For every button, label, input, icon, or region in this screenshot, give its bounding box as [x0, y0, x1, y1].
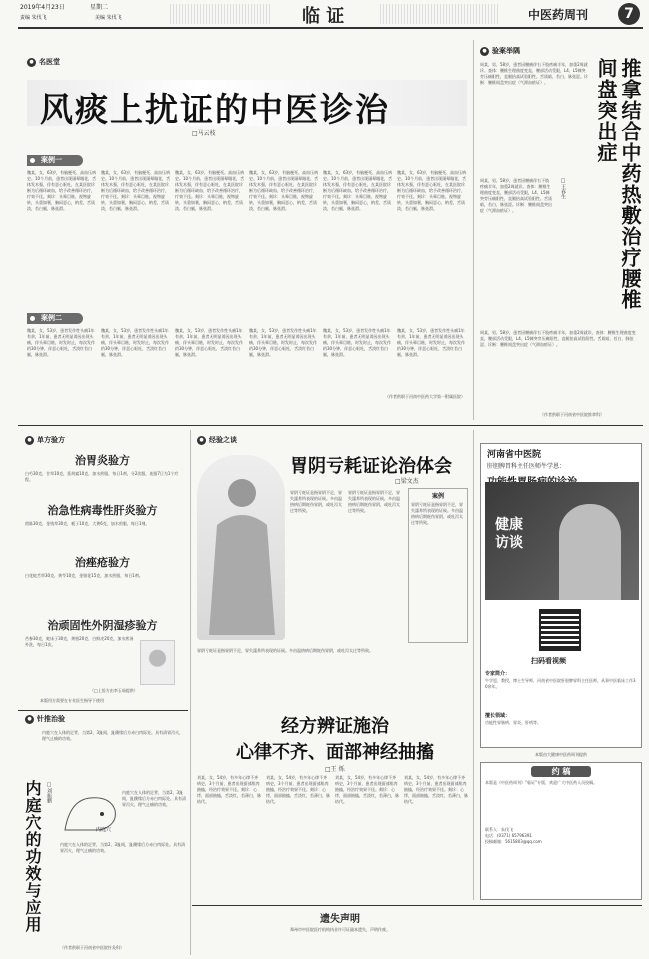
jingyan-text-bottom: 胃阴亏耗证是指胃阴不足，胃失濡养所表现的证候。多由温热病后期耗伤胃阴，或吐泻太过等所致。 [197, 648, 373, 653]
jingyan-case-box [408, 488, 468, 643]
header-rule [18, 27, 643, 29]
case2-bar: 案例二 [27, 313, 83, 324]
bianzheng-text-col2: 刘某，女，54岁，有多年心律不齐病史，3个月前，患者出现面部肌肉抽搐，经治疗效果不佳。刻诊：心悸，面部抽搐，舌淡红，苔薄白，脉结代。 [266, 775, 330, 804]
bianzheng-author: □王 烁 [325, 766, 345, 773]
paper-name: 中医药周刊 [528, 8, 589, 22]
danfang-item-title: 治痤疮验方 [75, 556, 130, 569]
right-article-text-bottom: 周某，男，58岁，患者因腰痛伴右下肢疼痛半年，加重2周就诊。查体：腰椎生理曲度变直，腰部活动受限，L4、L5棘突旁压痛阳性，直腿抬高试验阳性。舌质暗，苔白，脉弦涩。诊断：腰椎间盘突出症（气滞血瘀证）。 [480, 330, 636, 347]
column-label: 验案举隅 [492, 47, 520, 55]
notice-text: 郑州市中医院医疗机构执业许可证副本遗失，声明作废。 [290, 927, 390, 932]
danfang-item-title: 治胃炎验方 [75, 454, 130, 467]
case2-text-col2: 魏某，女，53岁，患者发作性头痛1年有余，1年前，患者无明显诱因出现头痛，伴头晕目眩，时发时止，每次发作约30分钟，伴恶心呕吐，舌淡红苔白腻，脉弦滑。 [101, 328, 169, 357]
column-label: 经验之谈 [209, 436, 237, 444]
case1-text-col5: 魏某，女，63岁，有脑梗死、高血压病史。10个月前，患者出现頭晕眼花，舌体发木强，伴有恶心呕吐，在某医院诊断为后循环缺血，给予改善循环治疗，疗效不佳。刻诊：头晕目眩，视物旋转，头重如裹，胸闷恶心，纳差，舌质淡，苔白腻，脉弦滑。 [323, 170, 393, 211]
skill-text: 功能性胃肠病、胃炎、肝病等。 [485, 720, 541, 725]
header-weekday: 星期二 [90, 4, 109, 11]
yuegao-title: 约 稿 [531, 766, 591, 777]
yuegao-box [480, 762, 642, 900]
danfang-item-text: 苦参30克，蛇床子30克，黄柏20克，白鲜皮20克，加水煎汤外洗，每日1次。 [25, 636, 134, 647]
bianzheng-title-1: 经方辨证施治 [281, 716, 389, 737]
column-label: 单方验方 [37, 436, 65, 444]
notice-rule [192, 905, 642, 906]
ad-badge: 健康访谈 [495, 517, 523, 551]
danfang-note: 本版用方需要在专业医生指导下使用 [40, 698, 104, 703]
column-icon: ● [25, 715, 34, 724]
danfang-item-text: 白花蛇舌草30克，黄芩10克，金银花15克，加水煎服，每日1剂。 [25, 573, 143, 578]
danfang-item-text: 茵陈30克，金钱草30克，栀子10克，大黄6克，加水煎服，每日1剂。 [25, 521, 150, 526]
main-article-title: 风痰上扰证的中医诊治 [40, 90, 390, 129]
danfang-item-title: 治急性病毒性肝炎验方 [47, 504, 158, 517]
ad-box [480, 443, 642, 748]
zhenjiu-title: 内庭穴的功效与应用 [23, 780, 42, 933]
zhenjiu-text-bottom: 内庭穴在人体的足背，当第2、3趾间，趾蹼缘后方赤白肉际处。具有清胃泻火，理气止痛的功效。 [60, 842, 186, 853]
danfang-item-3 [25, 554, 180, 599]
jingyan-author: □梁文杰 [395, 478, 419, 485]
qr-code[interactable] [539, 609, 581, 651]
bianzheng-text-col3: 刘某，女，54岁，有多年心律不齐病史，3个月前，患者出现面部肌肉抽搐，经治疗效果不佳。刻诊：心悸，面部抽搐，舌淡红，苔薄白，脉结代。 [335, 775, 399, 804]
case1-text-col2: 魏某，女，63岁，有脑梗死、高血压病史。10个月前，患者出现頭晕眼花，舌体发木强，伴有恶心呕吐，在某医院诊断为后循环缺血，给予改善循环治疗，疗效不佳。刻诊：头晕目眩，视物旋转，头重如裹，胸闷恶心，纳差，舌质淡，苔白腻，脉弦滑。 [101, 170, 171, 211]
divider-center-right [473, 430, 474, 900]
danfang-footer: （□上验方由李玉茹提供） [90, 688, 138, 693]
zhenjiu-text-top: 内庭穴在人体的足背，当第2、3趾间，趾蹼缘后方赤白肉际处。具有清胃泻火，理气止痛的功效。 [42, 730, 184, 741]
header-decoration [170, 4, 270, 24]
jingyan-text-col2: 胃阴亏耗证是指胃阴不足，胃失濡养所表现的证候。多由温热病后期耗伤胃阴，或吐泻太过等所致。 [348, 490, 400, 513]
column-icon: ● [25, 436, 34, 445]
case1-text-col6: 魏某，女，63岁，有脑梗死、高血压病史。10个月前，患者出现頭晕眼花，舌体发木强，伴有恶心呕吐，在某医院诊断为后循环缺血，给予改善循环治疗，疗效不佳。刻诊：头晕目眩，视物旋转，头重如裹，胸闷恶心，纳差，舌质淡，苔白腻，脉弦滑。 [397, 170, 467, 211]
main-article-footer: （作者供职于河南中医药大学第一附属医院） [385, 394, 465, 399]
zhenjiu-author: □刘振鹏 [46, 782, 52, 803]
bianzheng-text-col1: 刘某，女，54岁，有多年心律不齐病史，3个月前，患者出现面部肌肉抽搐，经治疗效果不佳。刻诊：心悸，面部抽搐，舌淡红，苔薄白，脉结代。 [197, 775, 261, 804]
header-editor: 责编 朱伐飞 [20, 15, 47, 21]
header-date: 2019年4月23日 [20, 4, 65, 11]
case1-text-col4: 魏某，女，63岁，有脑梗死、高血压病史。10个月前，患者出现頭晕眼花，舌体发木强，伴有恶心呕吐，在某医院诊断为后循环缺血，给予改善循环治疗，疗效不佳。刻诊：头晕目眩，视物旋转，头重如裹，胸闷恶心，纳差，舌质淡，苔白腻，脉弦滑。 [249, 170, 319, 211]
column-jingyan [197, 435, 237, 445]
section-title: 临 证 [302, 6, 345, 27]
mid-rule [18, 425, 643, 426]
expert-portrait [559, 504, 621, 600]
case2-columns [27, 328, 467, 403]
divider-right-col [473, 40, 474, 420]
case1-columns [27, 170, 467, 280]
jingyan-title: 胃阴亏耗证论治体会 [290, 456, 452, 477]
zhenjiu-rule [18, 710, 188, 711]
bianzheng-title-2: 心律不齐、面部神经抽搐 [236, 742, 434, 763]
case2-text-col3: 魏某，女，53岁，患者发作性头痛1年有余，1年前，患者无明显诱因出现头痛，伴头晕目眩，时发时止，每次发作约30分钟，伴恶心呕吐，舌淡红苔白腻，脉弦滑。 [175, 328, 243, 357]
acupoint-label: 内庭穴 [96, 827, 112, 833]
danfang-illustration [140, 640, 175, 685]
case2-text-col6: 魏某，女，53岁，患者发作性头痛1年有余，1年前，患者无明显诱因出现头痛，伴头晕目眩，时发时止，每次发作约30分钟，伴恶心呕吐，舌淡红苔白腻，脉弦滑。 [397, 328, 465, 357]
case2-text-col1: 魏某，女，53岁，患者发作性头痛1年有余，1年前，患者无明显诱因出现头痛，伴头晕目眩，时发时止，每次发作约30分钟，伴恶心呕吐，舌淡红苔白腻，脉弦滑。 [27, 328, 95, 357]
ad-note: 本版由大健康中医药周刊提供 [535, 752, 587, 757]
case1-text-col3: 魏某，女，63岁，有脑梗死、高血压病史。10个月前，患者出现頭晕眼花，舌体发木强，伴有恶心呕吐，在某医院诊断为后循环缺血，给予改善循环治疗，疗效不佳。刻诊：头晕目眩，视物旋转，头重如裹，胸闷恶心，纳差，舌质淡，苔白腻，脉弦滑。 [175, 170, 245, 211]
column-icon: ● [480, 47, 489, 56]
ad-department: 肝胆脾胃科主任医师牛学恩： [487, 463, 566, 470]
zhenjiu-footer: （作者供职于河南省中医院针灸科） [60, 945, 124, 950]
column-yananjuyu [480, 46, 520, 56]
case2-text-col5: 魏某，女，53岁，患者发作性头痛1年有余，1年前，患者无明显诱因出现头痛，伴头晕目眩，时发时止，每次发作约30分钟，伴恶心呕吐，舌淡红苔白腻，脉弦滑。 [323, 328, 391, 357]
jingyan-text-col1: 胃阴亏耗证是指胃阴不足，胃失濡养所表现的证候。多由温热病后期耗伤胃阴，或吐泻太过等所致。 [290, 490, 342, 513]
jingyan-case-label: 案例 [431, 493, 444, 500]
yuegao-phone: 电话：(0371) 65796391 [485, 833, 532, 838]
page-number-badge: 7 [618, 3, 640, 25]
ad-hospital: 河南省中医院 [487, 450, 542, 460]
notice-title: 遗失声明 [320, 914, 360, 925]
column-label: 针推治验 [37, 715, 65, 723]
danfang-item-title: 治顽固性外阴湿疹验方 [47, 619, 158, 632]
right-article-author: □王春生 [560, 178, 566, 199]
expert-label: 专家简介： [485, 671, 511, 677]
right-article-text-top: 周某，男，58岁，患者因腰痛伴右下肢疼痛半年，加重2周就诊。查体：腰椎生理曲度变直，腰部活动受限，L4、L5棘突旁压痛阳性，直腿抬高试验阳性。舌质暗，苔白，脉弦涩。诊断：腰椎间盘突出症（气滞血瘀证）。 [480, 62, 588, 85]
header-designer: 美编 朱伐飞 [95, 15, 122, 21]
danfang-item-1 [25, 452, 180, 497]
right-article-title: 推拿结合中药热敷治疗腰椎间盘突出症 [594, 58, 642, 310]
danfang-item-text: 白芍30克，甘草10克，延胡索10克，加水煎服，每日1剂，分2次服，连服7日为1个疗程。 [25, 471, 179, 482]
column-zhenjiu [25, 714, 65, 724]
yuegao-contact: 联系人：朱伐飞 [485, 827, 513, 832]
column-mingyitang [27, 57, 60, 67]
ad-photo [485, 482, 639, 600]
danfang-item-2 [25, 502, 180, 547]
foot-illustration [60, 790, 120, 838]
zhenjiu-text-right: 内庭穴在人体的足背，当第2、3趾间，趾蹼缘后方赤白肉际处。具有清胃泻火，理气止痛的功效。 [122, 790, 186, 807]
column-icon: ● [197, 436, 206, 445]
column-icon: ● [27, 58, 36, 67]
bianzheng-text-col4: 刘某，女，54岁，有多年心律不齐病史，3个月前，患者出现面部肌肉抽搐，经治疗效果不佳。刻诊：心悸，面部抽搐，舌淡红，苔薄白，脉结代。 [404, 775, 468, 804]
right-article-text-mid: 周某，男，58岁，患者因腰痛伴右下肢疼痛半年，加重2周就诊。查体：腰椎生理曲度变直，腰部活动受限，L4、L5棘突旁压痛阳性，直腿抬高试验阳性。舌质暗，苔白，脉弦涩。诊断：腰椎间盘突出症（气滞血瘀证）。 [480, 178, 552, 213]
skill-label: 擅长领域： [485, 713, 511, 719]
scan-label: 扫码看视频 [531, 657, 566, 665]
sage-figure-icon [197, 455, 285, 640]
case1-bar: 案例一 [27, 155, 83, 166]
jingyan-case-text: 胃阴亏耗证是指胃阴不足，胃失濡养所表现的证候。多由温热病后期耗伤胃阴，或吐泻太过等所致。 [411, 502, 463, 525]
page-header [0, 0, 649, 36]
case1-text-col1: 魏某，女，63岁，有脑梗死、高血压病史。10个月前，患者出现頭晕眼花，舌体发木强，伴有恶心呕吐，在某医院诊断为后循环缺血，给予改善循环治疗，疗效不佳。刻诊：头晕目眩，视物旋转，头重如裹，胸闷恶心，纳差，舌质淡，苔白腻，脉弦滑。 [27, 170, 97, 211]
expert-text: 牛学恩，教授，博士生导师，河南省中医院肝胆脾胃科主任医师，从事中医临床工作30余年。 [485, 678, 636, 689]
bianzheng-columns [197, 775, 469, 900]
column-label: 名医堂 [39, 58, 60, 66]
main-article-author: □马云枝 [192, 130, 216, 137]
yuegao-text: 本版是《中医药周刊》“临证”专版，欢迎广大中医药人员投稿。 [485, 780, 598, 785]
notice-box [200, 910, 480, 954]
case2-text-col4: 魏某，女，53岁，患者发作性头痛1年有余，1年前，患者无明显诱因出现头痛，伴头晕目眩，时发时止，每次发作约30分钟，伴恶心呕吐，舌淡红苔白腻，脉弦滑。 [249, 328, 317, 357]
yuegao-email[interactable]: 投稿邮箱：5615803@qq.com [485, 839, 542, 844]
sage-illustration [197, 455, 285, 640]
divider-left-col [190, 430, 191, 955]
column-danfang [25, 435, 65, 445]
right-article-footer: （作者供职于河南省中医院推拿科） [540, 412, 604, 417]
header-decoration-right [380, 4, 500, 24]
